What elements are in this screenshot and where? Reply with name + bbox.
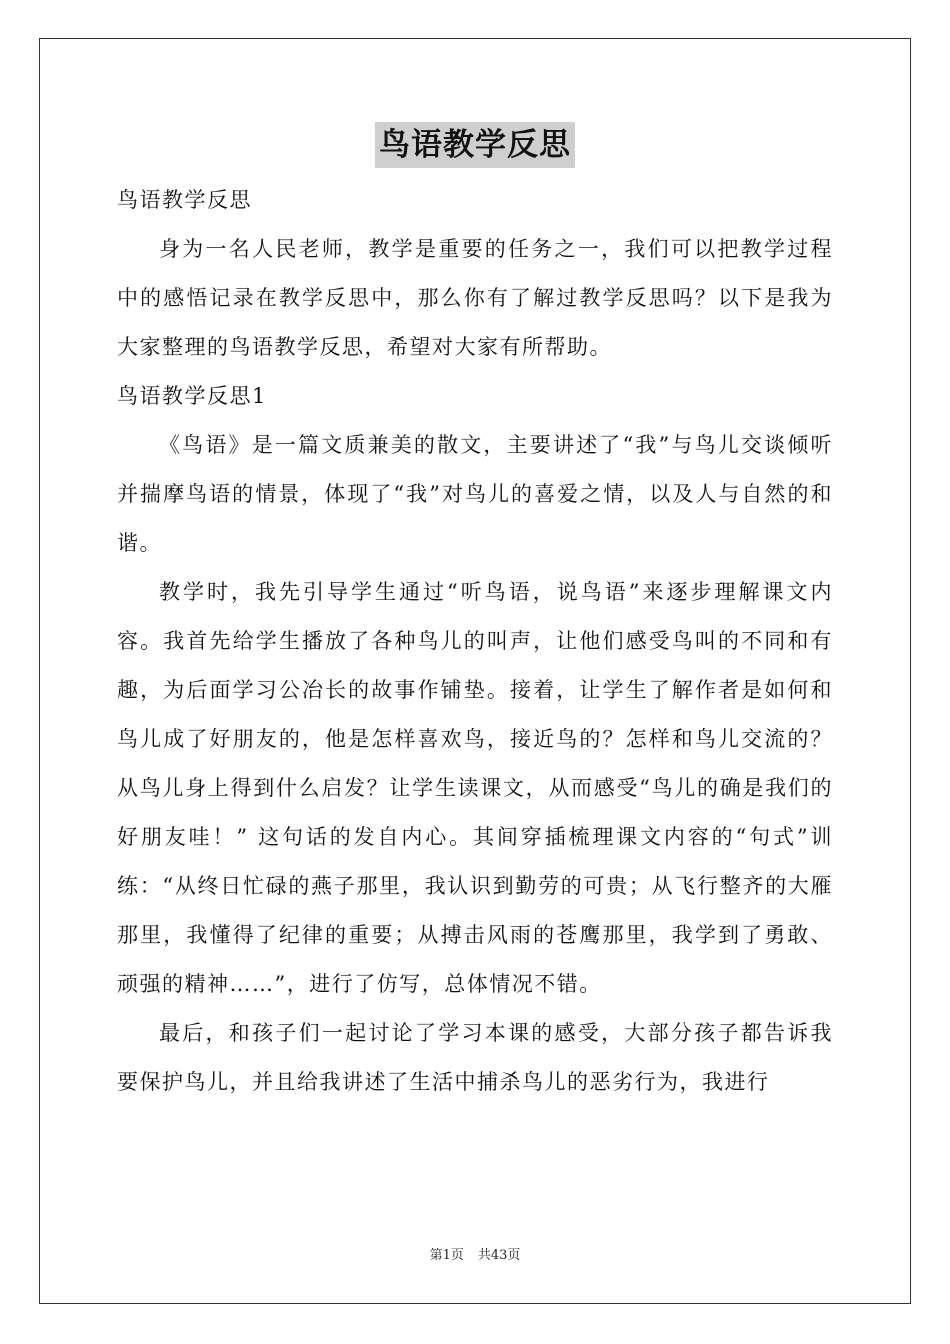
body-paragraph: 《鸟语》是一篇文质兼美的散文，主要讲述了“我”与鸟儿交谈倾听并揣摩鸟语的情景，体现了“我”对鸟儿的喜爱之情，以及人与自然的和谐。: [117, 433, 833, 555]
page-footer: [0, 1247, 950, 1265]
document-body: [117, 176, 833, 1107]
body-paragraph: 最后，和孩子们一起讨论了学习本课的感受，大部分孩子都告诉我要保护鸟儿，并且给我讲述了生活中捕杀鸟儿的恶劣行为，我进行: [117, 1021, 833, 1094]
title-block: [0, 122, 950, 168]
page-number: 第1页: [429, 1248, 464, 1263]
section-heading: 鸟语教学反思1: [117, 384, 267, 408]
body-paragraph: 身为一名人民老师，教学是重要的任务之一，我们可以把教学过程中的感悟记录在教学反思中，那么你有了解过教学反思吗？以下是我为大家整理的鸟语教学反思，希望对大家有所帮助。: [117, 237, 833, 359]
body-paragraph: 教学时，我先引导学生通过“听鸟语，说鸟语”来逐步理解课文内容。我首先给学生播放了各种鸟儿的叫声，让他们感受鸟叫的不同和有趣，为后面学习公冶长的故事作铺垫。接着，让学生了解作者是如何和鸟儿成了好朋友的，他是怎样喜欢鸟，接近鸟的？怎样和鸟儿交流的？从鸟儿身上得到什么启发？让学生读课文，从而感受“鸟儿的确是我们的好朋友哇！” 这句话的发自内心。其间穿插梳理课文内容的“句式”训练：“从终日忙碌的燕子那里，我认识到勤劳的可贵；从飞行整齐的大雁那里，我懂得了纪律的重要；从搏击风雨的苍鹰那里，我学到了勇敢、顽强的精神……”，进行了仿写，总体情况不错。: [117, 580, 833, 996]
page-total: 共43页: [477, 1248, 521, 1263]
document-title: 鸟语教学反思: [375, 122, 575, 168]
section-heading: 鸟语教学反思: [117, 188, 252, 212]
